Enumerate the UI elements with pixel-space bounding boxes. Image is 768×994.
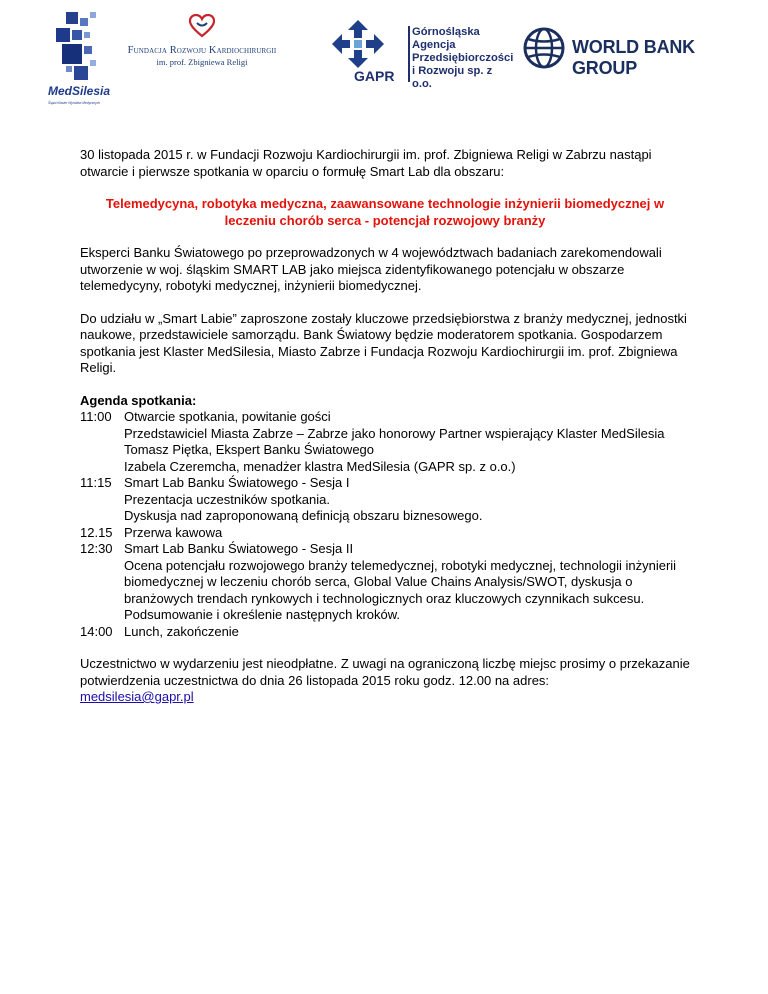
medsilesia-logo	[38, 8, 128, 108]
agenda-line: Smart Lab Banku Światowego - Sesja I	[124, 475, 350, 490]
fundacja-logo	[122, 14, 282, 74]
document-body	[80, 147, 690, 706]
agenda-line: Przedstawiciel Miasta Zabrze – Zabrze jako honorowy Partner wspierający Klaster MedSilesia	[124, 425, 665, 441]
intro-paragraph: 30 listopada 2015 r. w Fundacji Rozwoju Kardiochirurgii im. prof. Zbigniewa Religi w Zabrzu nastąpi otwarcie i pierwsze spotkania w oparciu o formułę Smart Lab dla obszaru:	[80, 147, 652, 179]
heart-icon	[189, 14, 215, 38]
fundacja-name: Fundacja Rozwoju Kardiochirurgii	[127, 45, 277, 56]
agenda-line: Lunch, zakończenie	[124, 623, 239, 639]
agenda-line: Podsumowanie i określenie następnych kroków.	[124, 607, 401, 622]
agenda-line: Prezentacja uczestników spotkania.	[124, 491, 330, 507]
closing-text: Uczestnictwo w wydarzeniu jest nieodpłatne. Z uwagi na ograniczoną liczbę miejsc prosimy o przekazanie potwierdzenia uczestnictwa do dnia 26 listopada 2015 roku godz. 12.00 na adres:	[80, 656, 690, 688]
agenda-item	[80, 475, 690, 525]
agenda-item	[80, 409, 690, 475]
agenda-line: Otwarcie spotkania, powitanie gości	[124, 409, 331, 424]
closing-paragraph	[80, 656, 690, 706]
fundacja-subtitle: im. prof. Zbigniewa Religi	[156, 57, 248, 67]
agenda-time: 11:00	[80, 409, 112, 424]
agenda-item	[80, 624, 690, 641]
agenda-list	[80, 409, 690, 640]
world-bank-name: WORLD BANK GROUP	[572, 37, 695, 78]
gapr-emblem-icon	[318, 18, 398, 70]
medsilesia-tagline: Śląski Klaster Wyrobów Medycznych	[48, 101, 101, 105]
agenda-line: Ocena potencjału rozwojowego branży telemedycznej, robotyki medycznej, technologii inżynierii biomedycznej w leczeniu chorób serca, Global Value Chains Analysis/SWOT, dyskusja o branżowych trendach rynkowych i technologicznych oraz kluczowych czynnikach sukcesu.	[124, 557, 677, 606]
agenda-time: 12:30	[80, 541, 113, 556]
globe-icon	[522, 26, 566, 70]
event-headline: Telemedycyna, robotyka medyczna, zaawansowane technologie inżynierii biomedycznej w leczeniu chorób serca - potencjał rozwojowy branży	[105, 196, 665, 228]
gapr-divider	[408, 26, 410, 82]
paragraph-experts: Eksperci Banku Światowego po przeprowadzonych w 4 województwach badaniach zarekomendowali utworzenie w woj. śląskim SMART LAB jako miejsca zidentyfikowanego potencjału w obszarze telemedycyny, robotyki medycznej, inżynierii biomedycznej.	[80, 245, 662, 293]
world-bank-logo	[522, 26, 752, 78]
agenda-time: 12.15	[80, 524, 113, 540]
agenda-title: Agenda spotkania:	[80, 392, 197, 408]
agenda-line: Smart Lab Banku Światowego - Sesja II	[124, 541, 354, 556]
agenda-line: Przerwa kawowa	[124, 524, 223, 540]
gapr-logo	[318, 18, 514, 90]
gapr-name: Górnośląska Agencja Przedsiębiorczości i Rozwoju sp. z o.o.	[412, 26, 514, 90]
agenda-item	[80, 525, 690, 542]
agenda-item	[80, 541, 690, 624]
agenda-line: Izabela Czeremcha, menadżer klastra MedSilesia (GAPR sp. z o.o.)	[124, 458, 516, 474]
agenda-time: 14:00	[80, 623, 113, 639]
paragraph-participants: Do udziału w „Smart Labie” zaproszone zostały kluczowe przedsiębiorstwa z branży medycznej, jednostki naukowe, przedstawiciele samorządu. Bank Światowy będzie moderatorem spotkania. Gospodarzem spotkania jest Klaster MedSilesia, Miasto Zabrze i Fundacja Rozwoju Kardiochirurgii im. prof. Zbigniewa Religi.	[80, 310, 687, 375]
agenda-line: Tomasz Piętka, Ekspert Banku Światowego	[124, 442, 375, 457]
medsilesia-name: MedSilesia	[48, 84, 111, 98]
gapr-acronym: GAPR	[354, 68, 395, 84]
agenda-line: Dyskusja nad zaproponowaną definicją obszaru biznesowego.	[124, 508, 483, 523]
email-link[interactable]: medsilesia@gapr.pl	[80, 689, 194, 704]
agenda-time: 11:15	[80, 475, 112, 490]
